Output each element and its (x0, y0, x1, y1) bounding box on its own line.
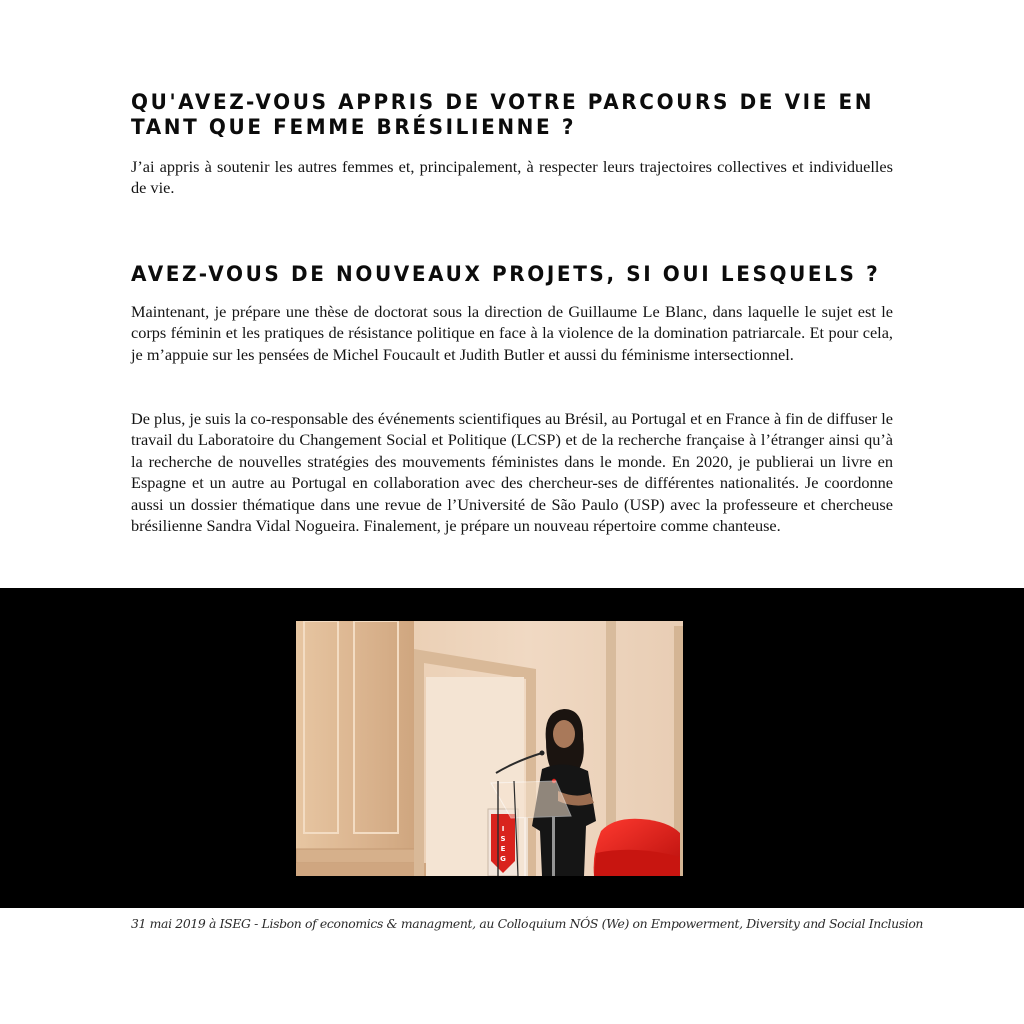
heading-line: AVEZ-VOUS DE NOUVEAUX PROJETS, SI OUI LESQUELS ? (131, 261, 881, 287)
event-photo (296, 621, 683, 876)
heading-line: TANT QUE FEMME BRÉSILIENNE ? (131, 114, 577, 140)
iseg-logo-text: I (501, 825, 505, 833)
iseg-lectern-panel (488, 809, 518, 876)
event-photo-illustration (296, 621, 683, 876)
answer-paragraph: J’ai appris à soutenir les autres femmes et, principalement, à respecter leurs trajectoires collectives et individuelles de vie. (131, 157, 893, 198)
svg-text:G: G (500, 855, 506, 863)
red-armchair (594, 819, 680, 876)
answer-paragraph: De plus, je suis la co-responsable des événements scientifiques au Brésil, au Portugal et en France à fin de diffuser le travail du Laboratoire du Changement Social et Politique (LCSP) et de la recherche française à l’étranger ainsi qu’à la recherche de nouvelles stratégies des mouvements féministes dans le monde. En 2020, je publierai un livre en Espagne et un autre au Portugal en collaboration avec des chercheur-ses de différentes nationalités. Je coordonne aussi un dossier thématique dans une revue de l’Université de São Paulo (USP) avec la professeure et chercheuse brésilienne Sandra Vidal Nogueira. Finalement, je prépare un nouveau répertoire comme chanteuse. (131, 409, 893, 536)
svg-text:S: S (500, 835, 506, 843)
photo-caption: 31 mai 2019 à ISEG - Lisbon of economics & managment, au Colloquium NÓS (We) on Empowerment, Diversity and Social Inclusion (131, 916, 924, 931)
stone-pilaster (296, 621, 426, 876)
section-heading-new-projects (131, 261, 893, 286)
section-heading-life-journey (131, 89, 893, 139)
photo-band (0, 588, 1024, 908)
answer-paragraph: Maintenant, je prépare une thèse de doctorat sous la direction de Guillaume Le Blanc, dans laquelle le sujet est le corps féminin et les pratiques de résistance politique en face à la violence de la domination patriarcale. Et pour cela, je m’appuie sur les pensées de Michel Foucault et Judith Butler et aussi du féminisme intersectionnel. (131, 302, 893, 364)
heading-line: QU'AVEZ-VOUS APPRIS DE VOTRE PARCOURS DE VIE EN (131, 89, 875, 115)
svg-text:E: E (500, 845, 506, 853)
